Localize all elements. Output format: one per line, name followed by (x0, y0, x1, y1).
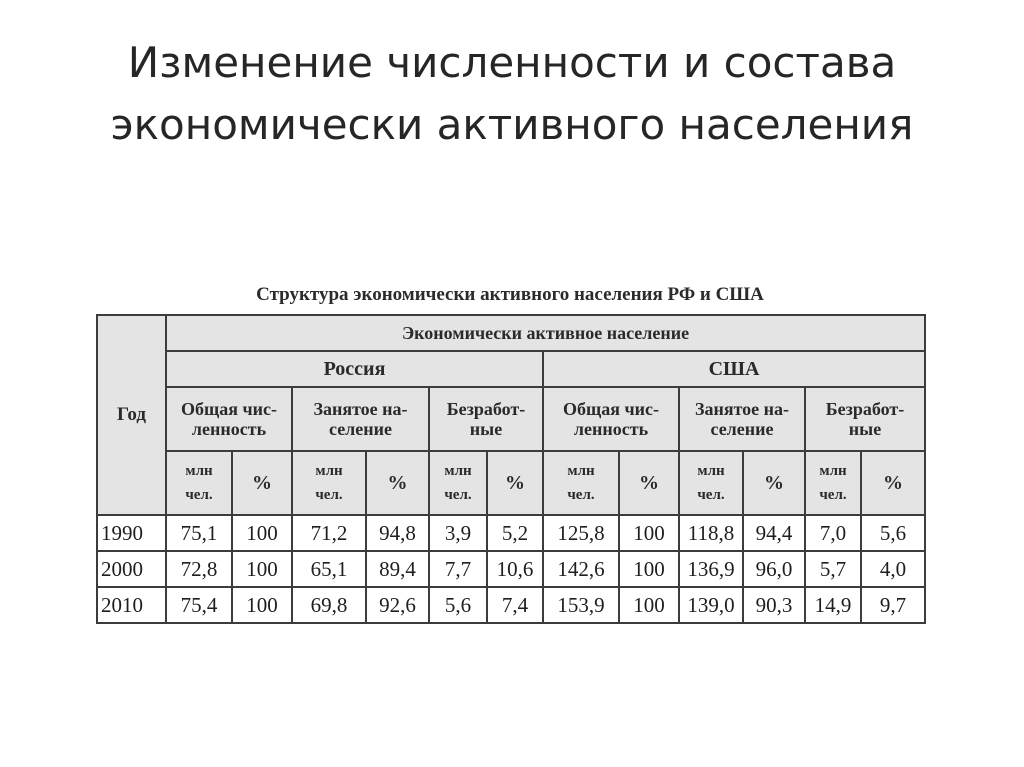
value-cell: 100 (232, 551, 292, 587)
group-header-line: ленность (191, 419, 267, 439)
value-cell: 7,7 (429, 551, 487, 587)
value-cell: 90,3 (743, 587, 805, 623)
group-header-line: ные (469, 419, 503, 439)
value-cell: 96,0 (743, 551, 805, 587)
unit-header-million (292, 451, 366, 515)
slide-title-line-2: экономически активного населения (110, 100, 914, 149)
group-header-line: Безработ- (446, 399, 526, 419)
value-cell: 94,8 (366, 515, 429, 551)
unit-header-million (679, 451, 743, 515)
value-cell: 3,9 (429, 515, 487, 551)
unit-header-million (805, 451, 861, 515)
value-cell: 100 (619, 515, 679, 551)
group-header-employed (679, 387, 805, 451)
value-cell: 75,1 (166, 515, 232, 551)
unit-line: чел. (819, 487, 847, 503)
value-cell: 100 (619, 587, 679, 623)
header-row-country (97, 351, 925, 387)
value-cell: 5,6 (429, 587, 487, 623)
group-header-line: Общая чис- (563, 399, 659, 419)
table-caption: Структура экономически активного населения РФ и США (256, 284, 764, 305)
group-header-unemployed (805, 387, 925, 451)
value-cell: 136,9 (679, 551, 743, 587)
unit-line: чел. (444, 487, 472, 503)
country-header-usa: США (543, 351, 925, 387)
group-header-unemployed (429, 387, 543, 451)
value-cell: 92,6 (366, 587, 429, 623)
group-header-line: ленность (573, 419, 649, 439)
value-cell: 142,6 (543, 551, 619, 587)
value-cell: 69,8 (292, 587, 366, 623)
value-cell: 5,2 (487, 515, 543, 551)
super-header: Экономически активное население (166, 315, 925, 351)
unit-line: млн (697, 463, 725, 479)
unit-line: млн (185, 463, 213, 479)
value-cell: 94,4 (743, 515, 805, 551)
year-cell: 2010 (97, 587, 166, 623)
value-cell: 7,0 (805, 515, 861, 551)
value-cell: 100 (619, 551, 679, 587)
group-header-line: Занятое на- (313, 399, 408, 419)
value-cell: 71,2 (292, 515, 366, 551)
unit-header-percent: % (619, 451, 679, 515)
unit-header-percent: % (861, 451, 925, 515)
group-header-line: селение (710, 419, 774, 439)
unit-header-million (543, 451, 619, 515)
value-cell: 72,8 (166, 551, 232, 587)
year-header: Год (97, 315, 166, 515)
value-cell: 9,7 (861, 587, 925, 623)
unit-line: млн (444, 463, 472, 479)
unit-line: чел. (185, 487, 213, 503)
unit-header-million (429, 451, 487, 515)
value-cell: 100 (232, 515, 292, 551)
header-row-super (97, 315, 925, 351)
group-header-total (166, 387, 292, 451)
unit-line: млн (315, 463, 343, 479)
table-row (97, 587, 925, 623)
value-cell: 100 (232, 587, 292, 623)
group-header-total (543, 387, 679, 451)
header-row-unit (97, 451, 925, 515)
unit-line: чел. (697, 487, 725, 503)
unit-header-percent: % (743, 451, 805, 515)
unit-header-percent: % (232, 451, 292, 515)
slide-title-line-1: Изменение численности и состава (127, 38, 897, 87)
unit-header-percent: % (366, 451, 429, 515)
value-cell: 10,6 (487, 551, 543, 587)
value-cell: 75,4 (166, 587, 232, 623)
table-row (97, 551, 925, 587)
unit-line: чел. (315, 487, 343, 503)
value-cell: 89,4 (366, 551, 429, 587)
unit-header-million (166, 451, 232, 515)
group-header-line: селение (328, 419, 393, 439)
country-header-russia: Россия (166, 351, 543, 387)
value-cell: 5,7 (805, 551, 861, 587)
value-cell: 139,0 (679, 587, 743, 623)
value-cell: 14,9 (805, 587, 861, 623)
value-cell: 125,8 (543, 515, 619, 551)
header-row-group (97, 387, 925, 451)
value-cell: 153,9 (543, 587, 619, 623)
data-rows (97, 515, 925, 623)
unit-line: млн (819, 463, 847, 479)
population-table (96, 314, 926, 624)
table-row (97, 515, 925, 551)
group-header-line: Безработ- (825, 399, 905, 419)
group-header-line: Занятое на- (694, 399, 790, 419)
group-header-employed (292, 387, 429, 451)
value-cell: 118,8 (679, 515, 743, 551)
unit-line: млн (567, 463, 595, 479)
value-cell: 5,6 (861, 515, 925, 551)
year-cell: 1990 (97, 515, 166, 551)
slide-title (0, 32, 1024, 156)
value-cell: 7,4 (487, 587, 543, 623)
unit-header-percent: % (487, 451, 543, 515)
group-header-line: Общая чис- (181, 399, 277, 419)
year-cell: 2000 (97, 551, 166, 587)
value-cell: 65,1 (292, 551, 366, 587)
group-header-line: ные (848, 419, 882, 439)
value-cell: 4,0 (861, 551, 925, 587)
unit-line: чел. (567, 487, 595, 503)
